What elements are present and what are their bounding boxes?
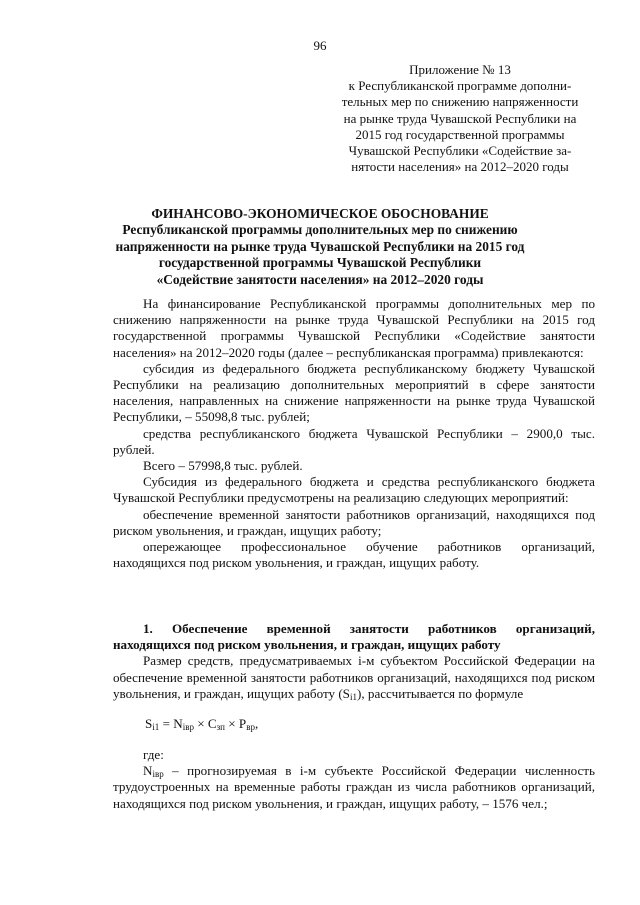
- formula-symbol: = N: [159, 716, 183, 731]
- intro-text: Размер средств, предусматриваемых i-м субъектом Российской Федерации на обеспечение временной занятости работников организаций, находящихся под риском увольнения, и граждан, ищущих работу (S: [113, 653, 595, 701]
- appendix-line: 2015 год государственной программы: [355, 126, 565, 142]
- appendix-line: на рынке труда Чувашской Республики на: [343, 110, 577, 126]
- formula-symbol: S: [145, 716, 153, 731]
- heading-line: напряженности на рынке труда Чувашской Республики на 2015 год: [115, 238, 525, 254]
- appendix-line: нятости населения» на 2012–2020 годы: [351, 159, 569, 175]
- subscript: i1: [152, 722, 160, 732]
- heading-line: «Содействие занятости населения» на 2012–2020 годы: [156, 271, 484, 287]
- subscript: зп: [216, 722, 225, 732]
- section-title: 1. Обеспечение временной занятости работников организаций, находящихся под риском увольнения, и граждан, ищущих работу: [113, 621, 595, 653]
- paragraph: Всего – 57998,8 тыс. рублей.: [143, 458, 303, 474]
- paragraph: субсидия из федерального бюджета республиканскому бюджету Чувашской Республики на реализацию дополнительных мероприятий в сфере занятости населения, направленных на снижение напряженности на рынке труда Чувашской Республики, – 55098,8 тыс. рублей;: [113, 360, 595, 425]
- subscript: iвр: [152, 769, 164, 780]
- funding-section: [113, 296, 595, 571]
- definition-item: [113, 763, 595, 812]
- subscript: i1: [349, 691, 357, 702]
- appendix-line: Чувашской Республики «Содействие за-: [348, 143, 572, 159]
- paragraph: На финансирование Республиканской программы дополнительных мер по снижению напряженности на рынке труда Чувашской Республики на 2015 год государственной программы Чувашской Республики «Содействие занятости населения» на 2012–2020 годы (далее – республиканская программа) привлекаются:: [113, 296, 595, 360]
- subscript: iвр: [182, 722, 194, 732]
- paragraph: опережающее профессиональное обучение работников организаций, находящихся под риском увольнения, и граждан, ищущих работу.: [113, 539, 595, 571]
- subscript: вр: [246, 722, 255, 732]
- formula: [145, 716, 258, 732]
- paragraph: [113, 653, 595, 702]
- intro-end-text: ), рассчитывается по формуле: [356, 685, 524, 701]
- heading-line: государственной программы Чувашской Республики: [158, 255, 482, 271]
- heading-title: ФИНАНСОВО-ЭКОНОМИЧЕСКОЕ ОБОСНОВАНИЕ: [151, 206, 489, 221]
- appendix-line: тельных мер по снижению напряженности: [341, 94, 579, 110]
- heading-line: Республиканской программы дополнительных мер по снижению: [122, 222, 518, 238]
- appendix-line: Приложение № 13: [409, 62, 511, 77]
- paragraph: обеспечение временной занятости работников организаций, находящихся под риском увольнения, и граждан, ищущих работу;: [113, 506, 595, 538]
- appendix-line: к Республиканской программе дополни-: [348, 78, 572, 94]
- page-number: 96: [313, 38, 327, 53]
- appendix-note: [322, 62, 598, 175]
- definitions: [113, 747, 595, 812]
- document-heading: [80, 206, 560, 288]
- section-1: [113, 621, 595, 702]
- paragraph: средства республиканского бюджета Чувашской Республики – 2900,0 тыс. рублей.: [113, 425, 595, 457]
- def-text: – прогнозируемая в i-м субъекте Российской Федерации численность трудоустроенных на временные работы граждан из числа работников организаций, находящихся под риском увольнения, и граждан, ищущих работу, – 1576 чел.;: [113, 763, 595, 811]
- paragraph: Субсидия из федерального бюджета и средства республиканского бюджета Чувашской Республики предусмотрены на реализацию следующих мероприятий:: [113, 474, 595, 506]
- where-label: где:: [143, 747, 164, 762]
- formula-symbol: ,: [254, 716, 259, 731]
- formula-symbol: × C: [193, 716, 217, 731]
- def-symbol: N: [143, 763, 153, 779]
- formula-symbol: × P: [225, 716, 247, 731]
